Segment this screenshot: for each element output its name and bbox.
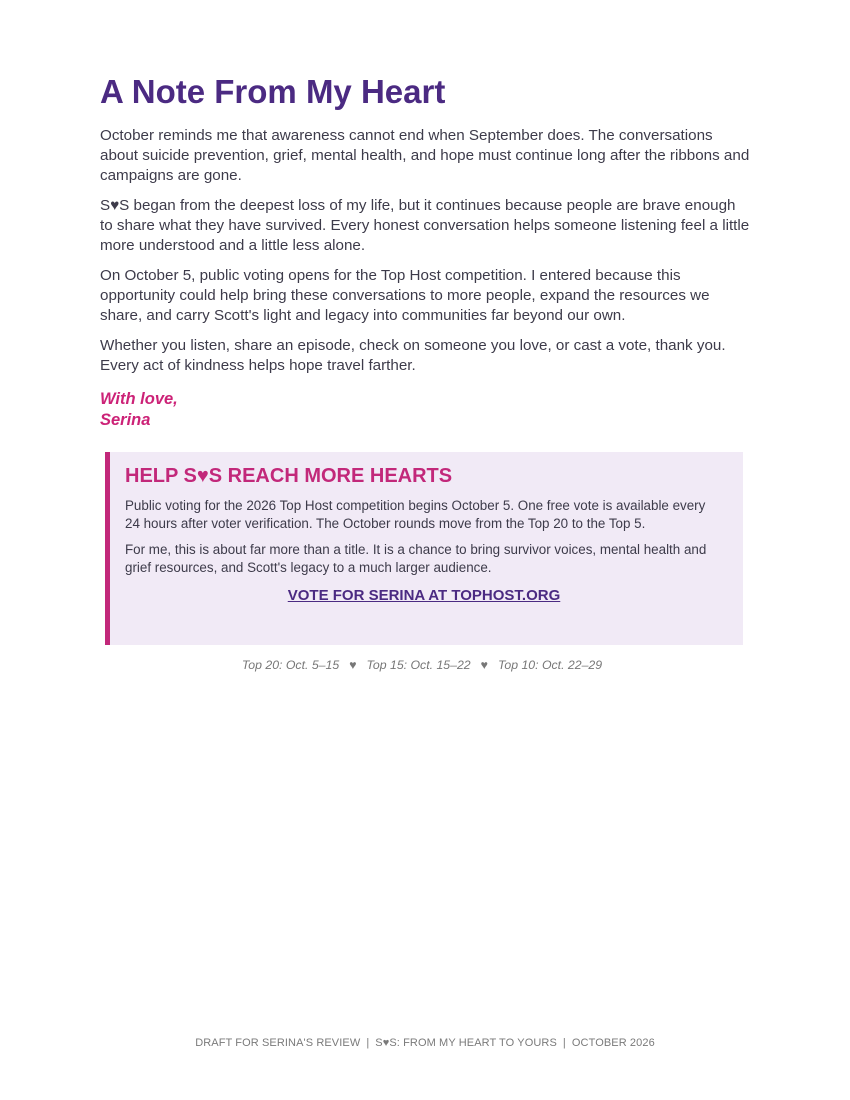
paragraph: October reminds me that awareness cannot end when September does. The conversations about suicide prevention, grief, mental health, and hope must continue long after the ribbons and campaigns are gone. <box>100 127 750 184</box>
round-top-20: Top 20: Oct. 5–15 <box>241 658 340 672</box>
footer-publication: S♥S: FROM MY HEART TO YOURS <box>375 1037 557 1049</box>
vote-link[interactable]: VOTE FOR SERINA AT TOPHOST.ORG <box>287 587 561 604</box>
round-schedule <box>100 658 744 672</box>
footer-divider: | <box>366 1037 370 1049</box>
heart-icon: ♥ <box>349 658 357 672</box>
signoff-name: Serina <box>100 411 151 429</box>
signoff <box>100 389 178 431</box>
round-top-15: Top 15: Oct. 15–22 <box>366 658 471 672</box>
paragraph: S♥S began from the deepest loss of my life, but it continues because people are brave enough to share what they have survived. Every honest conversation helps someone listening feel a little more understood and a little less alone. <box>100 197 750 254</box>
vote-callout-box <box>105 452 743 645</box>
page-title: A Note From My Heart <box>100 73 446 110</box>
page-footer <box>0 1037 850 1049</box>
paragraph: Whether you listen, share an episode, check on someone you love, or cast a vote, thank you. Every act of kindness helps hope travel farther. <box>100 337 726 374</box>
footer-divider: | <box>562 1037 566 1049</box>
footer-draft-note: DRAFT FOR SERINA'S REVIEW <box>195 1037 361 1049</box>
callout-paragraph: Public voting for the 2026 Top Host competition begins October 5. One free vote is available every 24 hours after voter verification. The October rounds move from the Top 20 to the Top 5. <box>125 498 706 531</box>
paragraph: On October 5, public voting opens for the Top Host competition. I entered because this opportunity could help bring these conversations to more people, expand the resources we share, and carry Scott's light and legacy into communities far beyond our own. <box>100 267 710 324</box>
callout-paragraph: For me, this is about far more than a title. It is a chance to bring survivor voices, mental health and grief resources, and Scott's legacy to a much larger audience. <box>125 542 707 575</box>
round-top-10: Top 10: Oct. 22–29 <box>497 658 603 672</box>
footer-date: OCTOBER 2026 <box>571 1037 655 1049</box>
heart-icon: ♥ <box>480 658 488 672</box>
signoff-closing: With love, <box>100 390 178 408</box>
letter-body <box>100 126 750 386</box>
callout-heading: HELP S♥S REACH MORE HEARTS <box>125 465 453 487</box>
